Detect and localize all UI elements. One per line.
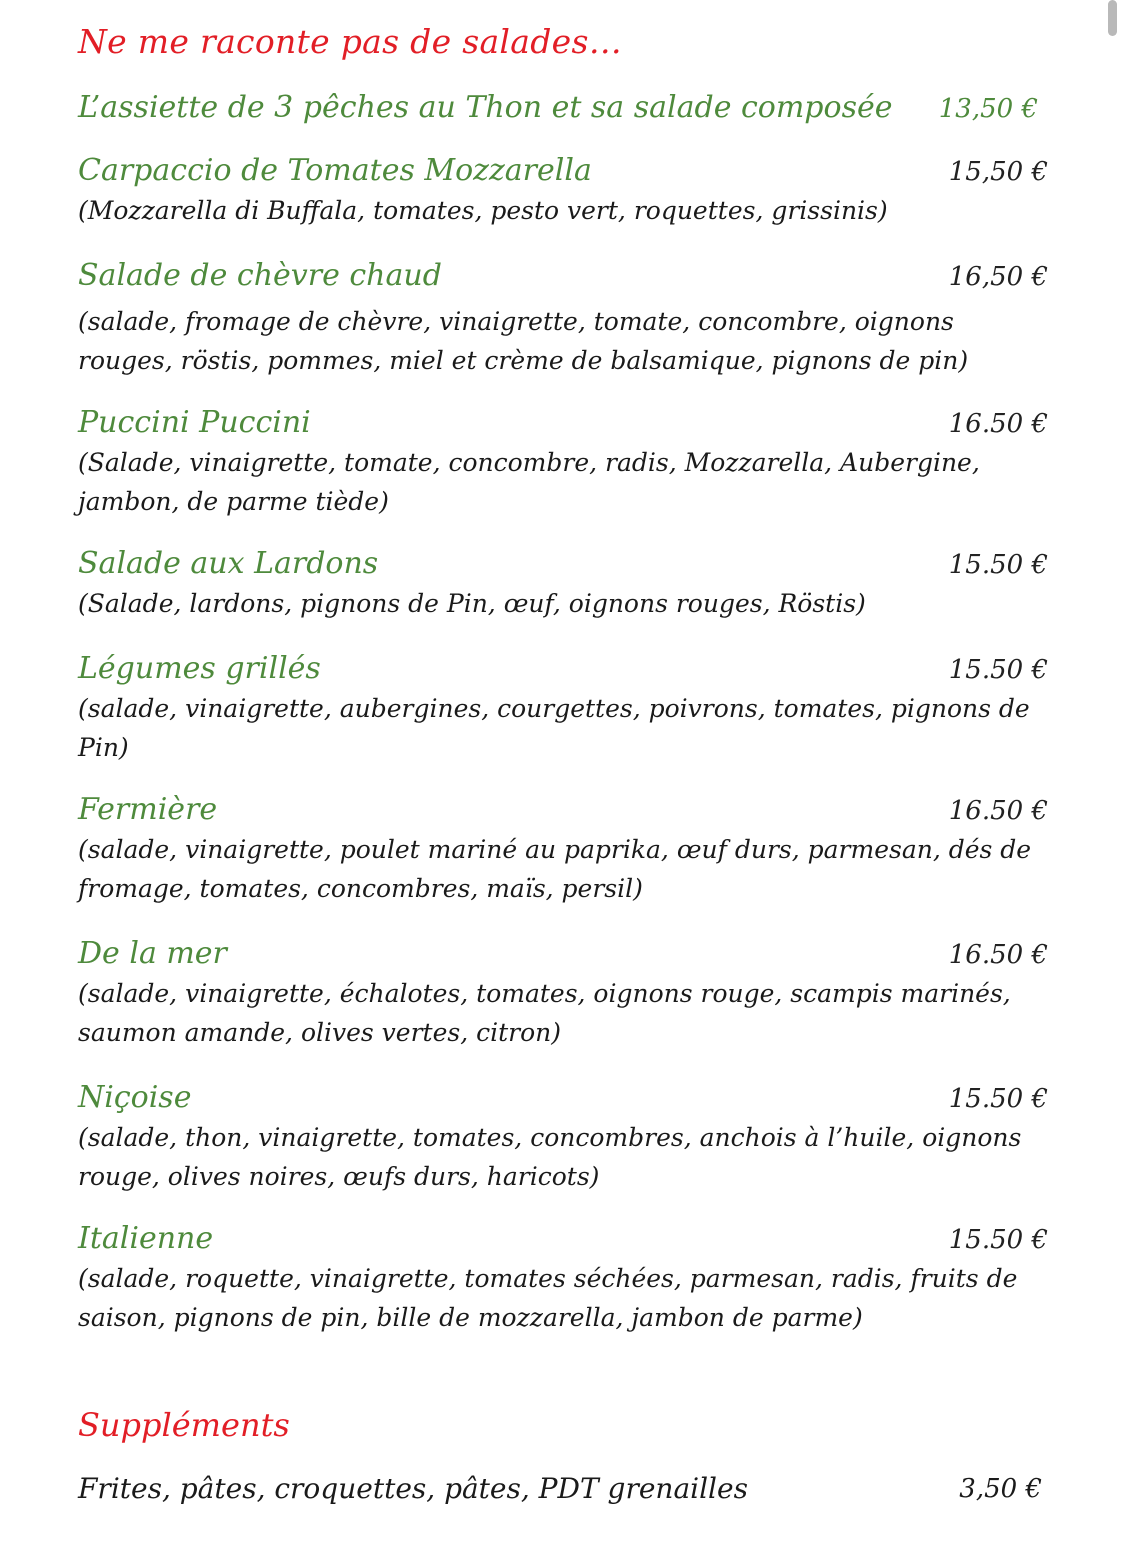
menu-item-name: Légumes grillés: [78, 651, 321, 686]
menu-item-description: (salade, thon, vinaigrette, tomates, concombres, anchois à l’huile, oignons rouge, olives noires, œufs durs, haricots): [78, 1123, 1022, 1191]
menu-item-name: Puccini Puccini: [78, 405, 311, 440]
menu-item-header: [78, 651, 1048, 691]
menu-item-name: Fermière: [78, 792, 218, 827]
menu-item: [78, 405, 1048, 521]
menu-item-price: 16.50 €: [948, 796, 1048, 826]
menu-item-description: (Salade, vinaigrette, tomate, concombre, radis, Mozzarella, Aubergine, jambon, de parme tiède): [78, 448, 980, 516]
menu-item-name: Carpaccio de Tomates Mozzarella: [78, 153, 592, 188]
menu-item: [78, 546, 1048, 623]
menu-item-name: Italienne: [78, 1221, 214, 1256]
menu-item-description: (salade, vinaigrette, poulet mariné au paprika, œuf durs, parmesan, dés de fromage, tomates, concombres, maïs, persil): [78, 835, 1032, 903]
menu-item-description: (salade, vinaigrette, aubergines, courgettes, poivrons, tomates, pignons de Pin): [78, 694, 1030, 762]
menu-item-price: 13,50 €: [938, 94, 1038, 124]
menu-item-price: 16.50 €: [948, 940, 1048, 970]
menu-item-header: [78, 405, 1048, 445]
menu-item-header: [78, 792, 1048, 832]
menu-item-description: (Salade, lardons, pignons de Pin, œuf, oignons rouges, Röstis): [78, 589, 866, 618]
menu-item-header: [78, 258, 1048, 298]
menu-item-price: 15.50 €: [948, 550, 1048, 580]
menu-item: [78, 1080, 1048, 1196]
menu-item: [78, 258, 1048, 380]
menu-item-header: [78, 1221, 1048, 1261]
menu-item-name: L’assiette de 3 pêches au Thon et sa salade composée: [78, 90, 893, 125]
menu-item-price: 16.50 €: [948, 409, 1048, 439]
menu-item: [78, 936, 1048, 1052]
supplements-name: Frites, pâtes, croquettes, pâtes, PDT grenailles: [78, 1472, 748, 1505]
menu-item-name: Salade aux Lardons: [78, 546, 379, 581]
menu-item-header: [78, 546, 1048, 586]
menu-item-name: De la mer: [78, 936, 227, 971]
menu-item-header: [78, 936, 1048, 976]
scrollbar[interactable]: [1108, 0, 1117, 36]
menu-item-description: (Mozzarella di Buffala, tomates, pesto vert, roquettes, grissinis): [78, 196, 888, 225]
menu-item-price: 15,50 €: [948, 157, 1048, 187]
menu-item-description: (salade, vinaigrette, échalotes, tomates, oignons rouge, scampis marinés, saumon amande, olives vertes, citron): [78, 979, 1011, 1047]
menu-item-header: [78, 90, 1048, 130]
supplements-price: 3,50 €: [959, 1474, 1042, 1504]
menu-item-header: [78, 1080, 1048, 1120]
menu-item-price: 15.50 €: [948, 1225, 1048, 1255]
menu-item: [78, 1221, 1048, 1337]
menu-item-header: [78, 153, 1048, 193]
menu-item-description: (salade, roquette, vinaigrette, tomates séchées, parmesan, radis, fruits de saison, pignons de pin, bille de mozzarella, jambon de parme): [78, 1264, 1018, 1332]
supplements-title: Suppléments: [78, 1406, 290, 1444]
supplements-row: [78, 1472, 1042, 1514]
menu-item-name: Salade de chèvre chaud: [78, 258, 442, 293]
menu-title: Ne me raconte pas de salades…: [78, 22, 623, 61]
menu-item-name: Niçoise: [78, 1080, 192, 1115]
menu-item-price: 15.50 €: [948, 1084, 1048, 1114]
menu-item-price: 15.50 €: [948, 655, 1048, 685]
menu-item-description: (salade, fromage de chèvre, vinaigrette, tomate, concombre, oignons rouges, röstis, pommes, miel et crème de balsamique, pignons de pin): [78, 307, 969, 375]
menu-item-price: 16,50 €: [948, 262, 1048, 292]
menu-item: [78, 153, 1048, 230]
menu-item: [78, 90, 1048, 130]
menu-item: [78, 651, 1048, 767]
menu-item: [78, 792, 1048, 908]
